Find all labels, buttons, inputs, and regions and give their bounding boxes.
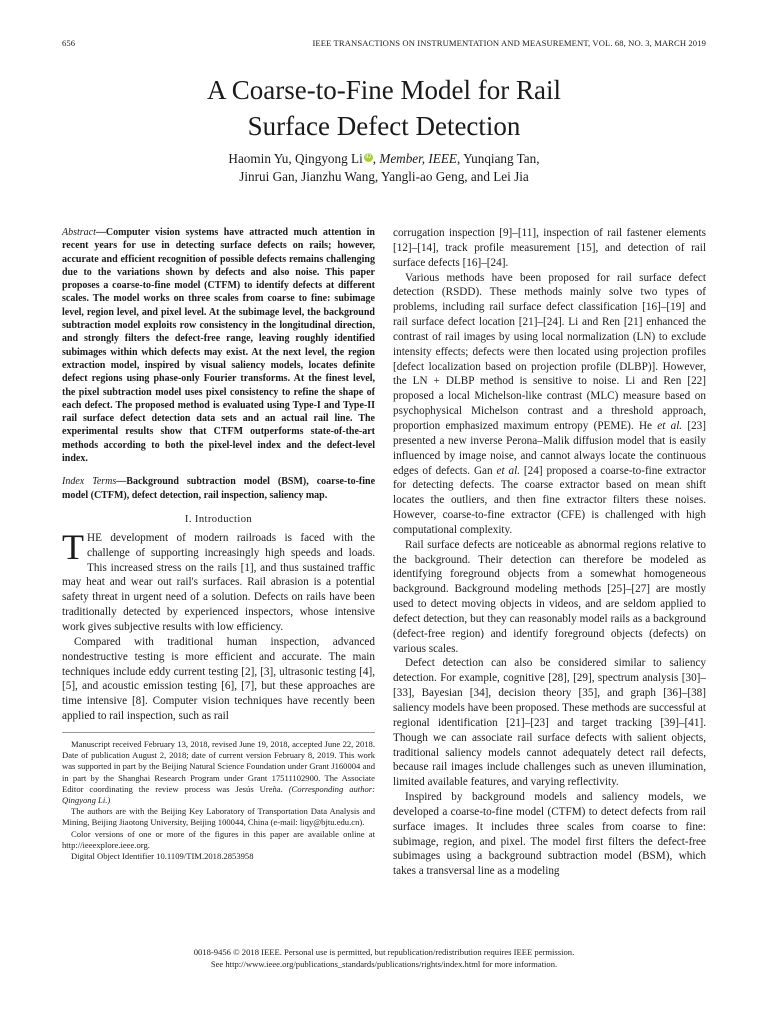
- orcid-icon[interactable]: iD: [365, 154, 372, 160]
- copyright-line-1: 0018-9456 © 2018 IEEE. Personal use is permitted, but republication/redistribution requires IEEE permission.: [193, 947, 575, 957]
- footnotes: [62, 739, 375, 862]
- copyright-notice: [0, 946, 768, 970]
- index-terms: Index Terms—Background subtraction model (BSM), coarse-to-fine model (CTFM), defect detection, rail inspection, saliency map.: [62, 476, 376, 501]
- index-terms-label: Index Terms: [62, 476, 117, 488]
- left-column: [62, 226, 375, 862]
- right-column: [393, 226, 706, 879]
- author-line-1: Haomin Yu, Qingyong Li iD , Member, IEEE, Yunqiang Tan,: [228, 151, 540, 166]
- intro-paragraph-3: corrugation inspection [9]–[11], inspection of rail fastener elements [12]–[14], track profile measurement [15], and detection of rail surface defects [16]–[24].: [393, 227, 706, 269]
- intro-paragraph-5: Rail surface defects are noticeable as abnormal regions relative to the background. Their detection can therefore be modeled as identifying foreground objects from a somewhat homogeneous background. Background modeling methods [25]–[27] are mostly used to detect moving objects in videos, and are seldom applied to defect detection, but they can reasonably model rails as a background (defect-free region) and identify foreground objects (defects) on various scales.: [393, 538, 706, 655]
- running-header: [62, 38, 706, 52]
- intro-paragraph-4: Various methods have been proposed for rail surface defect detection (RSDD). These methods mainly solve two types of problems, including rail surface defect classification [16]–[19] and rail surface defect location [21]–[24]. Li and Ren [21] enhanced the contrast of rail images by using local normalization (LN) to exclude intensity effects; defects were then located using projection profiles [defect localization based on projection profile (DLBP)]. However, the LN + DLBP method is sensitive to noise. Li and Ren [22] proposed a local Michelson-like contrast (MLC) measure based on psychophysical Michelson contrast and a threshold approach, proportion emphasized maximum entropy (PEME). He et al. [23] presented a new inverse Perona–Malik diffusion model that is easily influenced by image noise, and cannot always locate the continuous edges of defects. Gan et al. [24] proposed a coarse-to-fine extractor for detecting defects. The coarse extractor based on mean shift locates the outliers, and then fine extractor filters these noises. However, coarse-to-fine extractor (CFE) is challenged with high computational complexity.: [393, 271, 707, 536]
- abstract-text: Computer vision systems have attracted much attention in recent years for use in detecting surface defects on rails; however, accurate and efficient recognition of possible defects remains challenging due to the variations shown by defects and also noise. This paper proposes a coarse-to-fine model (CTFM) to identify defects at different scales. The model works on three scales from coarse to fine: subimage level, region level, and pixel level. At the subimage level, the background subtraction model exploits row consistency in the longitudinal direction, and strongly filters the defect-free range, leaving roughly identified subimages within which defects may exist. At the next level, the region extraction model, inspired by visual saliency models, locates definite defect regions using phase-only Fourier transforms. At the finest level, the pixel subtraction model uses pixel consistency to refine the shape of each defect. The proposed method is evaluated using Type-I and Type-II rail surface defect detection data sets and an actual rail line. The experimental results show that CTFM outperforms state-of-the-art methods according to both the pixel-level index and the defect-level index.: [62, 227, 375, 465]
- intro-paragraph-7: Inspired by background models and saliency models, we developed a coarse-to-fine model (CTFM) to detect defects from rail surface images. It includes three scales from coarse to fine: subimage, region, and pixel. The model first filters the defect-free subimages using a background subtraction model (BSM), which takes a transversal line as a modeling: [393, 791, 706, 878]
- footnote-manuscript: Manuscript received February 13, 2018, revised June 19, 2018, accepted June 22, 2018. Date of publication August 2, 2018; date of current version February 8, 2019. This work was supported in part by the Beijing Natural Science Foundation under Grant J160004 and in part by the Shanghai Research Program under Grant 17511102900. The Associate Editor coordinating the review process was Jesús Ureña. (Corresponding author: Qingyong Li.): [62, 738, 375, 805]
- section-heading-introduction: I. Introduction: [184, 513, 253, 525]
- paper-title: [0, 72, 768, 144]
- intro-paragraph-6: Defect detection can also be considered similar to saliency detection. For example, cognitive [28], [29], spectrum analysis [30]–[33], Bayesian [34], decision theory [35], and graph [36]–[38] saliency models have been proposed. These methods are successful at regional identification [21]–[23] and target tracking [39]–[41]. Though we can associate rail surface defects with salient objects, traditional saliency models cannot adequately detect rail defects, because rail images include challenges such as uneven illumination, limited available features, and varying reflectivity.: [393, 657, 706, 789]
- copyright-line-2: See http://www.ieee.org/publications_standards/publications/rights/index.html for more information.: [210, 959, 558, 969]
- author-line-2: Jinrui Gan, Jianzhu Wang, Yangli-ao Geng, and Lei Jia: [239, 169, 529, 184]
- page-number: 656: [62, 38, 76, 48]
- intro-paragraph-2: Compared with traditional human inspection, advanced nondestructive testing is more efficient and accurate. The main techniques include eddy current testing [2], [3], ultrasonic testing [4], [5], and acoustic emission testing [6], [7], but these approaches are time intensive [8]. Computer vision techniques have recently been applied to rail inspection, such as rail: [62, 635, 375, 723]
- index-terms-text: Background subtraction model (BSM), coarse-to-fine model (CTFM), defect detection, rail inspection, saliency map.: [62, 476, 376, 501]
- abstract: Abstract—Computer vision systems have attracted much attention in recent years for use in detecting surface defects on rails; however, accurate and efficient recognition of possible defects remains challenging due to the variations shown by defects and also noise. This paper proposes a coarse-to-fine model (CTFM) to identify defects at different scales. The model works on three scales from coarse to fine: subimage level, region level, and pixel level. At the subimage level, the background subtraction model exploits row consistency in the longitudinal direction, and strongly filters the defect-free range, leaving roughly identified subimages within which defects may exist. At the next level, the region extraction model, inspired by visual saliency models, locates definite defect regions using phase-only Fourier transforms. At the finest level, the pixel subtraction model uses pixel consistency to refine the shape of each defect. The proposed method is evaluated using Type-I and Type-II rail surface defect detection data sets and an actual rail line. The experimental results show that CTFM outperforms state-of-the-art methods according to both the pixel-level index and the defect-level index.: [62, 227, 375, 465]
- title-line-2: Surface Defect Detection: [247, 111, 521, 141]
- journal-header: IEEE TRANSACTIONS ON INSTRUMENTATION AND MEASUREMENT, VOL. 68, NO. 3, MARCH 2019: [312, 38, 706, 48]
- intro-paragraph-1: THE development of modern railroads is faced with the challenge of supporting increasingly high speeds and loads. This increased stress on the rails [1], and thus sustained traffic may heat and wear out rail's surfaces. Rail abrasion is a potential safety threat in urgent need of a solution. Defects on rails have been traditionally detected by experienced inspectors, whose intensive work gives subjective results with low efficiency.: [62, 526, 375, 633]
- title-line-1: A Coarse-to-Fine Model for Rail: [207, 75, 561, 105]
- intro-body-left: [62, 526, 375, 724]
- drop-cap: T: [62, 526, 84, 567]
- intro-body-right: [393, 226, 706, 879]
- author-names-1b: , Yunqiang Tan,: [456, 151, 540, 166]
- author-member-label: Member, IEEE: [379, 151, 457, 166]
- footnote-affiliation: The authors are with the Beijing Key Laboratory of Transportation Data Analysis and Mining, Beijing Jiaotong University, Beijing 100044, China (e-mail: liqy@bjtu.edu.cn).: [62, 806, 375, 828]
- author-block: [0, 150, 768, 186]
- author-names-1: Haomin Yu, Qingyong Li: [228, 151, 363, 166]
- abstract-label: Abstract: [62, 227, 96, 238]
- footnote-doi: Digital Object Identifier 10.1109/TIM.2018.2853958: [71, 850, 254, 861]
- footnote-color-versions: Color versions of one or more of the figures in this paper are available online at http://ieeexplore.ieee.org.: [62, 828, 375, 850]
- footnote-rule: [62, 732, 375, 733]
